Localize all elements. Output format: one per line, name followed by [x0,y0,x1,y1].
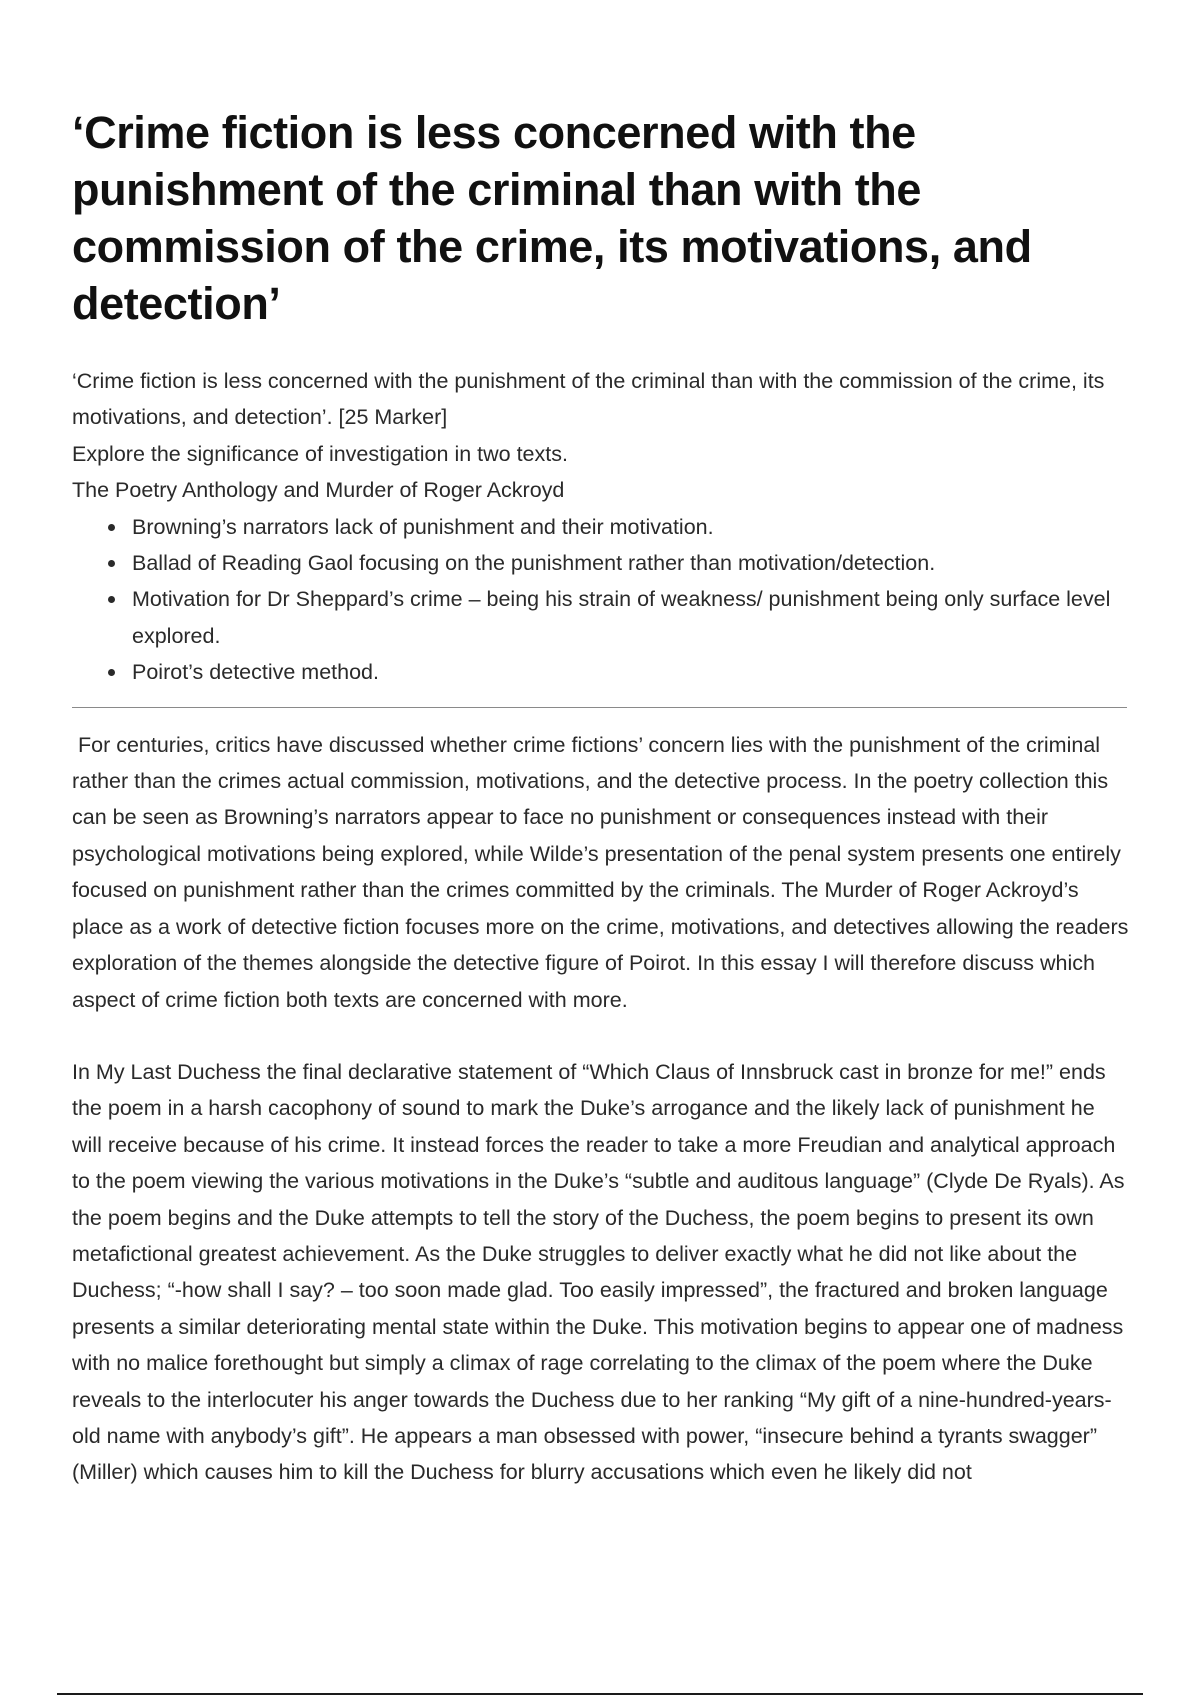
essay-question: ‘Crime fiction is less concerned with the punishment of the criminal than with the commission of the crime, its motivations, and detection’. [25 Marker] [72,369,1105,430]
page-bottom-rule [57,1693,1143,1695]
essay-paragraph: In My Last Duchess the final declarative statement of “Which Claus of Innsbruck cast in bronze for me!” ends the poem in a harsh cacophony of sound to mark the Duke’s arrogance and the likely lack of punishment he will receive because of his crime. It instead forces the reader to take a more Freudian and analytical approach to the poem viewing the various motivations in the Duke’s “subtle and auditous language” (Clyde De Ryals). As the poem begins and the Duke attempts to tell the story of the Duchess, the poem begins to present its own metafictional greatest achievement. As the Duke struggles to deliver exactly what he did not like about the Duchess; “-how shall I say? – too soon made glad. Too easily impressed”, the fractured and broken language presents a similar deteriorating mental state within the Duke. This motivation begins to appear one of madness with no malice forethought but simply a climax of rage correlating to the climax of the poem where the Duke reveals to the interlocuter his anger towards the Duchess due to her ranking “My gift of a nine-hundred-years-old name with anybody’s gift”. He appears a man obsessed with power, “insecure behind a tyrants swagger” (Miller) which causes him to kill the Duchess for blurry accusations which even he likely did not [72,1059,1125,1485]
plan-point: Ballad of Reading Gaol focusing on the punishment rather than motivation/detection. [132,545,1130,581]
plan-point: Motivation for Dr Sheppard’s crime – being his strain of weakness/ punishment being only surface level explored. [132,581,1130,654]
plan-point: Browning’s narrators lack of punishment and their motivation. [132,509,1130,545]
paragraph-text: For centuries, critics have discussed whether crime fictions’ concern lies with the punishment of the criminal rather than the crimes actual commission, motivations, and the detective process. In the poetry collection this can be seen as Browning’s narrators appear to face no punishment or consequences instead with their psychological motivations being explored, while Wilde’s presentation of the penal system presents one entirely focused on punishment rather than the crimes committed by the criminals. The Murder of Roger Ackroyd’s place as a work of detective fiction focuses more on the crime, motivations, and detectives allowing the readers exploration of the themes alongside the detective figure of Poirot. In this essay I will therefore discuss which aspect of crime fiction both texts are concerned with more. [72,732,1129,1012]
document-title: ‘Crime fiction is less concerned with the punishment of the criminal than with the commission of the crime, its motivations, and detection’ [72,107,1032,329]
essay-body [72,727,1130,1491]
essay-prompt-block [72,363,1130,509]
plan-point: Poirot’s detective method. [132,654,1130,690]
document-page [72,104,1130,1491]
essay-paragraph-introduction [72,727,1130,1018]
section-divider [72,707,1127,708]
essay-task: Explore the significance of investigation in two texts. [72,441,568,466]
essay-plan-list [72,509,1130,691]
essay-texts: The Poetry Anthology and Murder of Roger Ackroyd [72,478,565,503]
